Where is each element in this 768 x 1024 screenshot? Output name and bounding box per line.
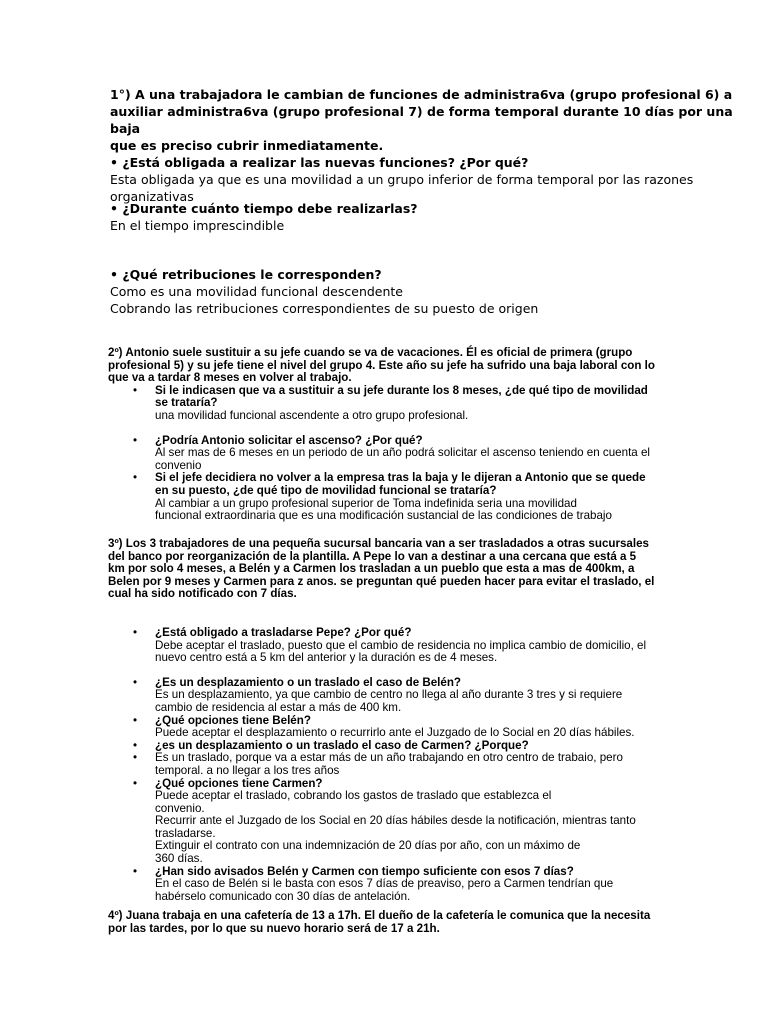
bullet-icon: • [133, 433, 138, 447]
section-1-heading-line: 1°) A una trabajadora le cambian de funciones de administra6va (grupo profesional 6) a [110, 87, 733, 102]
section-2 [108, 347, 758, 523]
list-item-answer: Puede aceptar el traslado, cobrando los gastos de traslado que establezca el [155, 789, 552, 803]
list-item [108, 627, 758, 665]
bullet-icon: • [133, 675, 138, 689]
list-item-answer: funcional extraordinaria que es una modificación sustancial de las condiciones de trabajo [155, 509, 612, 523]
section-3-heading-line: 3º) Los 3 trabajadores de una pequeña sucursal bancaria van a ser trasladados a otras sucursales [108, 537, 649, 550]
section-1-answer-3-line: Como es una movilidad funcional descendente [110, 284, 403, 299]
bullet-icon: • [133, 751, 138, 765]
list-item-answer: habérselo comunicado con 30 días de antelación. [155, 889, 411, 903]
section-1-heading-line: que es preciso cubrir inmediatamente. [110, 138, 384, 153]
list-item-question: ¿Está obligado a trasladarse Pepe? ¿Por qué? [155, 625, 412, 639]
section-1-answer-1-line: organizativas [110, 189, 194, 204]
list-item-answer: Al ser mas de 6 meses en un periodo de un año podrá solicitar el ascenso teniendo en cuenta el [155, 446, 650, 460]
section-1-heading-line: auxiliar administra6va (grupo profesional 7) de forma temporal durante 10 días por una baja [110, 104, 733, 136]
bullet-icon: • [133, 864, 138, 878]
list-item-answer: temporal. a no llegar a los tres años [155, 763, 340, 777]
list-item-answer: Puede aceptar el desplazamiento o recurrirlo ante el Juzgado de lo Social en 20 días hábiles. [155, 726, 635, 740]
list-item [108, 472, 758, 522]
list-item-answer: Debe aceptar el traslado, puesto que el cambio de residencia no implica cambio de domicilio, el [155, 638, 647, 652]
list-item-question: ¿es un desplazamiento o un traslado el caso de Carmen? ¿Porque? [155, 738, 529, 752]
list-item [108, 385, 758, 423]
section-1-question-3: • ¿Qué retribuciones le corresponden? [110, 267, 382, 282]
list-item-answer: convenio. [155, 801, 205, 815]
section-4 [108, 910, 758, 935]
list-item-answer: una movilidad funcional ascendente a otro grupo profesional. [155, 408, 469, 422]
list-item-question: Si el jefe decidiera no volver a la empresa tras la baja y le dijeran a Antonio que se quede [155, 471, 646, 485]
section-1-block-3 [110, 266, 750, 317]
bullet-icon: • [133, 738, 138, 752]
list-item-answer: Al cambiar a un grupo profesional superior de Toma indefinida seria una movilidad [155, 496, 577, 510]
list-item-question: en su puesto, ¿de qué tipo de movilidad funcional se trataría? [155, 483, 497, 497]
list-item-question: ¿Qué opciones tiene Belén? [155, 713, 311, 727]
list-item [108, 778, 758, 866]
list-item-answer: Es un traslado, porque va a estar más de un año trabajando en otro centro de trabaio, pero [155, 751, 623, 765]
section-2-heading-line: 2º) Antonio suele sustituir a su jefe cuando se va de vacaciones. Él es oficial de primera (grupo [108, 346, 633, 359]
list-item-question: ¿Han sido avisados Belén y Carmen con tiempo suficiente con esos 7 días? [155, 864, 574, 878]
section-4-heading-line: por las tardes, por lo que su nuevo horario será de 17 a 21h. [108, 921, 440, 935]
section-2-heading-line: que va a tardar 8 meses en volver al trabajo. [108, 371, 352, 385]
bullet-icon: • [133, 625, 138, 639]
list-item-answer: cambio de residencia al estar a más de 400 km. [155, 700, 402, 714]
list-item [108, 435, 758, 473]
list-item-question: se trataría? [155, 396, 218, 410]
list-item-question: Si le indicasen que va a sustituir a su jefe durante los 8 meses, ¿de qué tipo de movilidad [155, 383, 648, 397]
section-1-question-1: • ¿Está obligada a realizar las nuevas funciones? ¿Por qué? [110, 155, 529, 170]
section-4-heading-line: 4º) Juana trabaja en una cafetería de 13 a 17h. El dueño de la cafetería le comunica que la necesita [108, 909, 651, 922]
list-item-answer: En el caso de Belén si le basta con esos 7 días de preaviso, pero a Carmen tendrían que [155, 877, 614, 891]
list-item-answer: convenio [155, 458, 202, 472]
section-3 [108, 538, 758, 903]
section-3-heading-line: cual ha sido notificado con 7 días. [108, 587, 297, 601]
section-1-question-2: • ¿Durante cuánto tiempo debe realizarlas? [110, 201, 418, 216]
list-item-answer: Extinguir el contrato con una indemnización de 20 días por año, con un máximo de [155, 839, 581, 853]
list-item-answer: 360 días. [155, 852, 203, 866]
section-1-answer-3-line: Cobrando las retribuciones correspondientes de su puesto de origen [110, 301, 539, 316]
section-1 [110, 86, 750, 205]
bullet-icon: • [133, 713, 138, 727]
section-3-heading-line: Belen por 9 meses y Carmen para z anos. se preguntan qué pueden hacer para evitar el traslado, el [108, 574, 655, 588]
section-2-list [108, 385, 758, 523]
section-3-heading-line: del banco por reorganización de la plantilla. A Pepe lo van a destinar a una cercana que está a 5 [108, 549, 637, 563]
section-1-answer-2: En el tiempo imprescindible [110, 218, 285, 233]
list-item-answer: Recurrir ante el Juzgado de los Social en 20 días hábiles desde la notificación, mientras tanto [155, 814, 636, 828]
list-item-question: ¿Qué opciones tiene Carmen? [155, 776, 323, 790]
section-1-block-2 [110, 200, 750, 234]
list-item [108, 752, 758, 777]
list-item [108, 715, 758, 740]
list-item-question: ¿Podría Antonio solicitar el ascenso? ¿Por qué? [155, 433, 423, 447]
list-item-answer: Es un desplazamiento, ya que cambio de centro no llega al año durante 3 tres y si requiere [155, 688, 623, 702]
bullet-icon: • [133, 471, 138, 485]
list-item [108, 677, 758, 715]
section-3-list [108, 627, 758, 903]
bullet-icon: • [133, 383, 138, 397]
section-3-heading-line: km por solo 4 meses, a Belén y a Carmen los trasladan a un pueblo que esta a mas de 400km, a [108, 562, 635, 576]
list-item-answer: nuevo centro está a 5 km del anterior y la duración es de 4 meses. [155, 651, 498, 665]
list-item-answer: trasladarse. [155, 826, 216, 840]
list-item [108, 866, 758, 904]
bullet-icon: • [133, 776, 138, 790]
list-item-question: ¿Es un desplazamiento o un traslado el caso de Belén? [155, 675, 462, 689]
section-1-answer-1-line: Esta obligada ya que es una movilidad a un grupo inferior de forma temporal por las razones [110, 172, 694, 187]
section-2-heading-line: profesional 5) y su jefe tiene el nivel del grupo 4. Este año su jefe ha sufrido una baja laboral con lo [108, 358, 655, 372]
